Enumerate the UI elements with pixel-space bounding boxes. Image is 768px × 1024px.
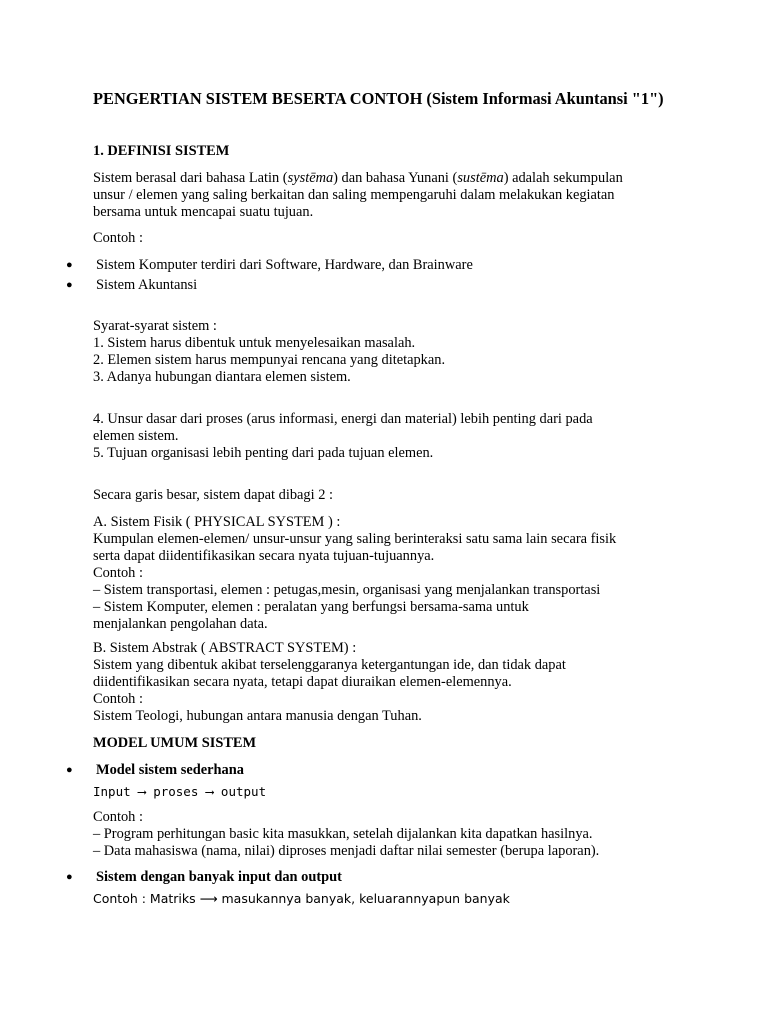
document-page: PENGERTIAN SISTEM BESERTA CONTOH (Sistem Informasi Akuntansi "1") 1. DEFINISI SISTEM Sistem berasal dari bahasa Latin (systēma) dan bahasa Yunani (sustēma) adalah sekumpulan unsur / elemen yang saling berkaitan dan saling mempengaruhi dalam melakukan kegiatan bersama untuk mencapai suatu tujuan. Contoh : ● Sistem Komputer terdiri dari Software, Hardware, dan Brainware ● Sistem Akuntansi Syarat-syarat sistem : 1. Sistem harus dibentuk untuk menyelesaikan masalah. 2. Elemen sistem harus mempunyai rencana yang ditetapkan. 3. Adanya hubungan diantara elemen sistem. 4. Unsur dasar dari proses (arus informasi, energi dan material) lebih penting dari pada elemen sistem. 5. Tujuan organisasi lebih penting dari pada tujuan elemen. Secara garis besar, sistem dapat dibagi 2 : A. Sistem Fisik ( PHYSICAL SYSTEM ) : Kumpulan elemen-elemen/ unsur-unsur yang saling berinteraksi satu sama lain secara fisik serta dapat diidentifikasikan secara nyata tujuan-tujuannya. Contoh : – Sistem transportasi, elemen : petugas,mesin, organisasi yang menjalankan transportasi – Sistem Komputer, elemen : peralatan yang berfungsi bersama-sama untuk menjalankan pengolahan data. B. Sistem Abstrak ( ABSTRACT SYSTEM) : Sistem yang dibentuk akibat terselenggaranya ketergantungan ide, dan tidak dapat diidentifikasikan secara nyata, tetapi dapat diuraikan elemen-elemennya. Contoh : Sistem Teologi, hubungan antara manusia dengan Tuhan. MODEL UMUM SISTEM ● Model sistem sederhana Input ⟶ proses ⟶ output Contoh : – Program perhitungan basic kita masukkan, setelah dijalankan kita dapatkan hasilnya. – Data mahasiswa (nama, nilai) diproses menjadi daftar nilai semester (berupa laporan). ● Sistem dengan banyak input dan output Contoh : Matriks ⟶ masukannya banyak, keluarannyapun banyak bbox=[0, 0, 768, 1024]
sistem-fisik-heading: A. Sistem Fisik ( PHYSICAL SYSTEM ) : bbox=[93, 514, 341, 530]
sistem-abstrak-heading: B. Sistem Abstrak ( ABSTRACT SYSTEM) : bbox=[93, 640, 357, 656]
section-heading-model: MODEL UMUM SISTEM bbox=[93, 735, 257, 751]
definition-line: Sistem berasal dari bahasa Latin (systēma) dan bahasa Yunani (sustēma) adalah sekumpulan bbox=[93, 170, 623, 186]
syarat-item: 5. Tujuan organisasi lebih penting dari pada tujuan elemen. bbox=[93, 445, 434, 461]
document-title: PENGERTIAN SISTEM BESERTA CONTOH (Sistem Informasi Akuntansi "1") bbox=[93, 89, 664, 108]
model-examples: Contoh : – Program perhitungan basic kita masukkan, setelah dijalankan kita dapatkan hasilnya. – Data mahasiswa (nama, nilai) diproses menjadi daftar nilai semester (berupa laporan). bbox=[93, 809, 600, 859]
garis-besar-text: Secara garis besar, sistem dapat dibagi 2 : bbox=[93, 487, 333, 503]
syarat-item: 2. Elemen sistem harus mempunyai rencana yang ditetapkan. bbox=[93, 352, 446, 368]
sistem-abstrak-block: B. Sistem Abstrak ( ABSTRACT SYSTEM) : Sistem yang dibentuk akibat terselenggaranya ketergantungan ide, dan tidak dapat diidentifikasikan secara nyata, tetapi dapat diuraikan elemen-elemennya. Contoh : Sistem Teologi, hubungan antara manusia dengan Tuhan. bbox=[93, 640, 693, 725]
banyak-example-text: Contoh : Matriks ⟶ masukannya banyak, keluarannyapun banyak bbox=[93, 891, 510, 906]
definition-line: unsur / elemen yang saling berkaitan dan saling mempengaruhi dalam melakukan kegiatan bbox=[93, 187, 615, 203]
syarat-item: 3. Adanya hubungan diantara elemen sistem. bbox=[93, 369, 351, 385]
section-heading-definisi: 1. DEFINISI SISTEM bbox=[93, 143, 230, 159]
syarat-item: 1. Sistem harus dibentuk untuk menyelesaikan masalah. bbox=[93, 335, 416, 351]
contoh-label: Contoh : bbox=[93, 230, 143, 246]
syarat-list bbox=[93, 318, 693, 386]
bullet-icon: ● bbox=[66, 279, 73, 291]
syarat-item: 4. Unsur dasar dari proses (arus informasi, energi dan material) lebih penting dari pada bbox=[93, 411, 593, 427]
flow-text: Input ⟶ proses ⟶ output bbox=[93, 784, 267, 799]
syarat-list-continued bbox=[93, 411, 693, 462]
syarat-item: elemen sistem. bbox=[93, 428, 179, 444]
sistem-fisik-block: A. Sistem Fisik ( PHYSICAL SYSTEM ) : Kumpulan elemen-elemen/ unsur-unsur yang saling berinteraksi satu sama lain secara fisik serta dapat diidentifikasikan secara nyata tujuan-tujuannya. Contoh : – Sistem transportasi, elemen : petugas,mesin, organisasi yang menjalankan transportasi – Sistem Komputer, elemen : peralatan yang berfungsi bersama-sama untuk menjalankan pengolahan data. bbox=[93, 514, 693, 633]
definition-line: bersama untuk mencapai suatu tujuan. bbox=[93, 204, 314, 220]
syarat-heading: Syarat-syarat sistem : bbox=[93, 318, 217, 334]
bullet-icon: ● bbox=[66, 871, 73, 883]
definition-paragraph bbox=[93, 170, 693, 221]
bullet-icon: ● bbox=[66, 764, 73, 776]
bullet-icon: ● bbox=[66, 259, 73, 271]
